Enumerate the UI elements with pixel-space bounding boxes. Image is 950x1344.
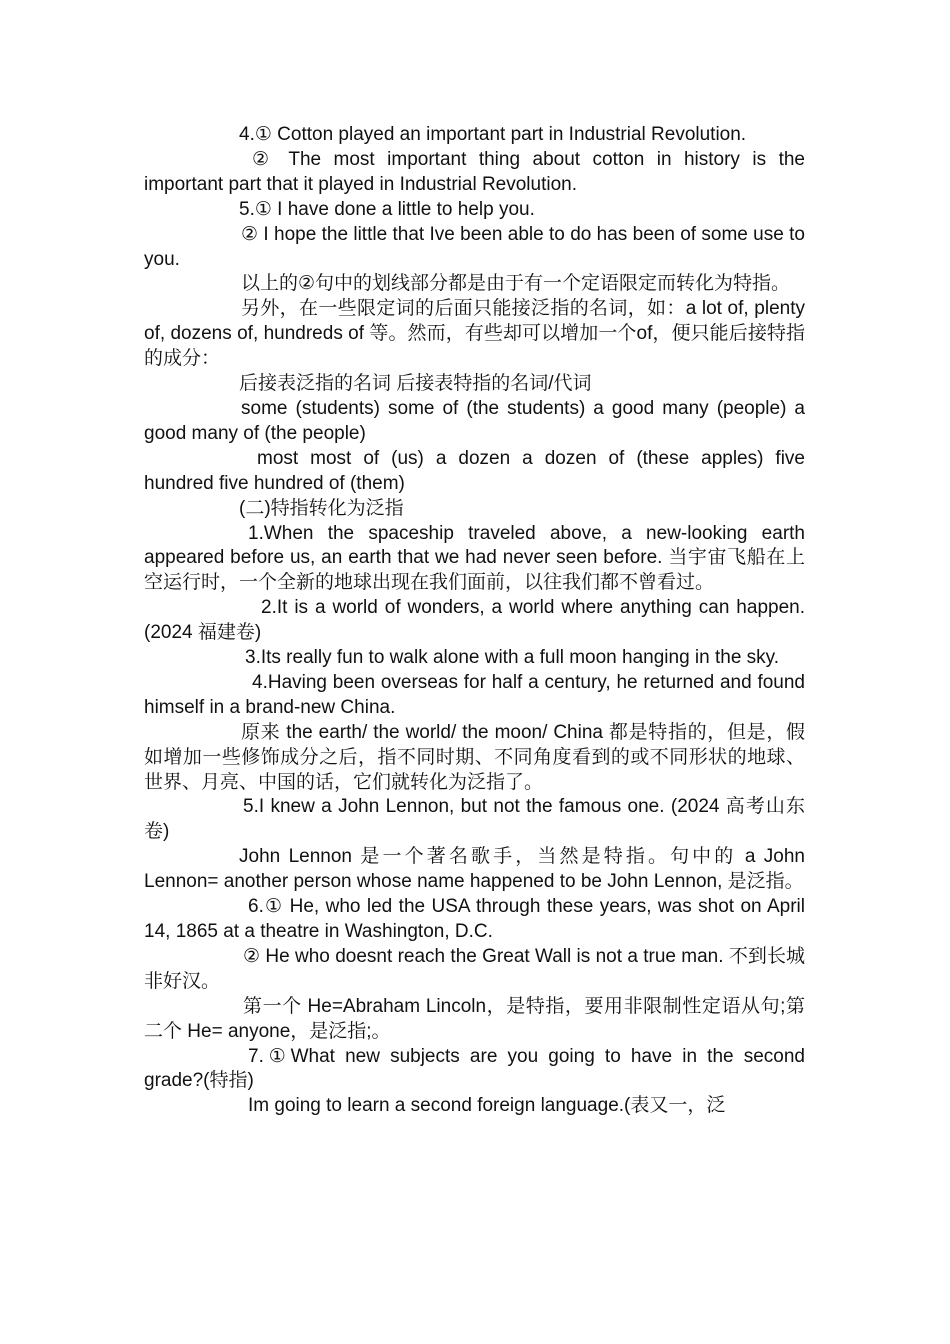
paragraph-note-specific: 以上的②句中的划线部分都是由于有一个定语限定而转化为特指。 (241, 273, 791, 295)
paragraph-example-5-1: 5.① I have done a little to help you. (239, 198, 535, 220)
paragraph-example-2: 2.It is a world of wonders, a world where anything can happen.(2024 福建卷) (144, 597, 805, 644)
section-heading: (二)特指转化为泛指 (239, 497, 404, 519)
paragraph-example-6-2: ② He who doesnt reach the Great Wall is not a true man. 不到长城非好汉。 (144, 945, 805, 992)
paragraph-table-row-1: some (students) some of (the students) a good many (people) a good many of (the people) (144, 397, 805, 444)
paragraph-table-row-2: most most of (us) a dozen a dozen of (these apples) five hundred five hundred of (them) (144, 447, 805, 494)
paragraph-example-4: 4.Having been overseas for half a century, he returned and found himself in a brand-new China. (144, 671, 805, 718)
paragraph-example-7-1: 7.①What new subjects are you going to have in the second grade?(特指) (144, 1045, 805, 1092)
paragraph-example-4-1: 4.① Cotton played an important part in Industrial Revolution. (239, 124, 747, 145)
paragraph-explanation-earth: 原来 the earth/ the world/ the moon/ China 都是特指的，但是，假如增加一些修饰成分之后，指不同时期、不同角度看到的或不同形状的地球、世界、月亮、中国的话，它们就转化为泛指了。 (144, 721, 805, 793)
paragraph-explanation-lennon: John Lennon 是一个著名歌手，当然是特指。句中的 a John Lennon= another person whose name happened to be John Lennon, 是泛指。 (144, 846, 805, 893)
paragraph-table-header: 后接表泛指的名词 后接表特指的名词/代词 (239, 373, 592, 395)
document-body (144, 123, 805, 1119)
paragraph-example-6-1: 6.① He, who led the USA through these years, was shot on April 14, 1865 at a theatre in Washington, D.C. (144, 896, 805, 942)
paragraph-determiners: 另外，在一些限定词的后面只能接泛指的名词，如：a lot of, plenty of, dozens of, hundreds of 等。然而，有些却可以增加一个of，便只能后接特指的成分： (144, 298, 805, 370)
paragraph-explanation-he: 第一个 He=Abraham Lincoln，是特指，要用非限制性定语从句;第二个 He= anyone，是泛指;。 (144, 995, 805, 1042)
paragraph-example-3: 3.Its really fun to walk alone with a full moon hanging in the sky. (245, 647, 780, 669)
paragraph-example-4-2: ② The most important thing about cotton in history is the important part that it played in Industrial Revolution. (144, 148, 805, 195)
paragraph-example-7-2: Im going to learn a second foreign language.(表又一，泛 (248, 1095, 726, 1117)
paragraph-example-5: 5.I knew a John Lennon, but not the famous one. (2024 高考山东卷) (144, 796, 805, 843)
paragraph-example-1: 1.When the spaceship traveled above, a new-looking earth appeared before us, an earth that we had never seen before. 当宇宙飞船在上空运行时，一个全新的地球出现在我们面前，以往我们都不曾看过。 (144, 522, 805, 594)
paragraph-example-5-2: ② I hope the little that Ive been able to do has been of some use to you. (144, 223, 805, 270)
